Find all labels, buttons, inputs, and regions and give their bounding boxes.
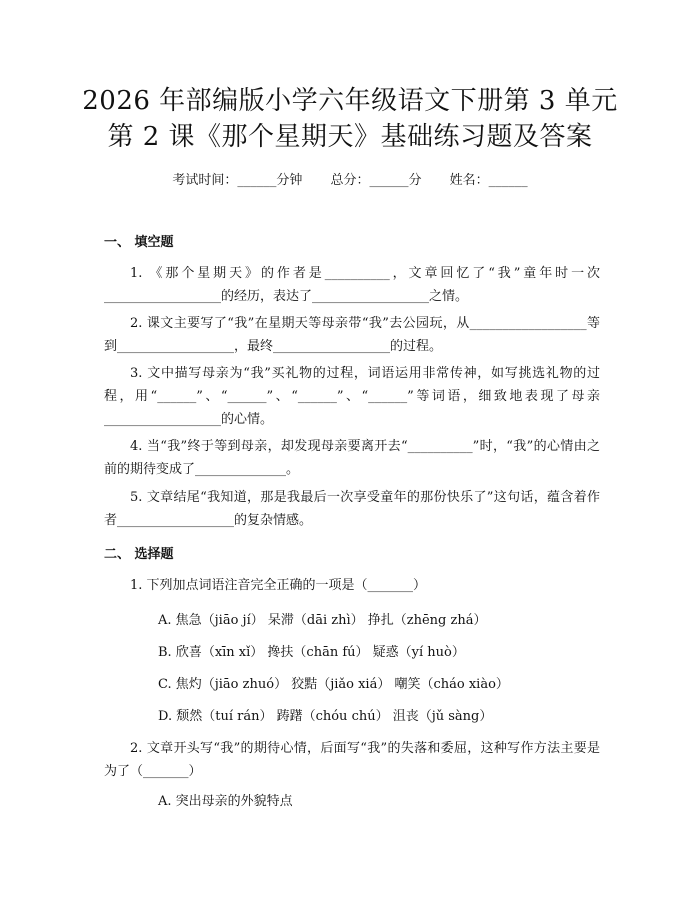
document-title-line1: 2026 年部编版小学六年级语文下册第 3 单元 [82,86,618,116]
exam-info [0,169,700,188]
exam-time: 考试时间：______分钟 [172,173,303,188]
fill-question-3: 3. 文中描写母亲为“我”买礼物的过程，词语运用非常传神，如写挑选礼物的过程，用“______”、“______”、“______”、“______”等词语，细致地表现了母亲__________________的心情。 [104,366,600,427]
choice-question-1: 1. 下列加点词语注音完全正确的一项是（_______） [130,578,427,593]
fill-question-1: 1. 《那个星期天》的作者是__________，文章回忆了“我”童年时一次__________________的经历，表达了__________________之情。 [104,266,600,304]
choice-question-2: 2. 文章开头写“我”的期待心情，后面写“我”的失落和委屈，这种写作方法主要是为了（_______） [104,741,600,779]
section-heading-fill-in: 一、 填空题 [104,235,174,250]
section-heading-choice: 二、 选择题 [104,547,174,562]
choice-question-1-option-b: B. 欣喜（xīn xǐ） 搀扶（chān fú） 疑惑（yí huò） [158,645,465,660]
document-title-line2: 第 2 课《那个星期天》基础练习题及答案 [107,122,593,152]
choice-question-2-option-a: A. 突出母亲的外貌特点 [158,794,293,809]
choice-question-1-option-d: D. 颓然（tuí rán） 踌躇（chóu chú） 沮丧（jǔ sàng） [158,709,493,724]
exam-score: 总分：______分 [330,173,422,188]
exam-name: 姓名：______ [449,173,528,188]
fill-question-4: 4. 当“我”终于等到母亲，却发现母亲要离开去“__________”时，“我”的心情由之前的期待变成了______________。 [104,439,600,477]
choice-question-1-option-c: C. 焦灼（jiāo zhuó） 狡黠（jiǎo xiá） 嘲笑（cháo xiào） [158,677,509,692]
fill-question-5: 5. 文章结尾“我知道，那是我最后一次享受童年的那份快乐了”这句话，蕴含着作者__________________的复杂情感。 [104,490,600,528]
choice-question-1-option-a: A. 焦急（jiāo jí） 呆滞（dāi zhì） 挣扎（zhēng zhá） [158,613,487,628]
fill-question-2: 2. 课文主要写了“我”在星期天等母亲带“我”去公园玩，从__________________等到__________________，最终__________________的过程。 [104,316,600,354]
